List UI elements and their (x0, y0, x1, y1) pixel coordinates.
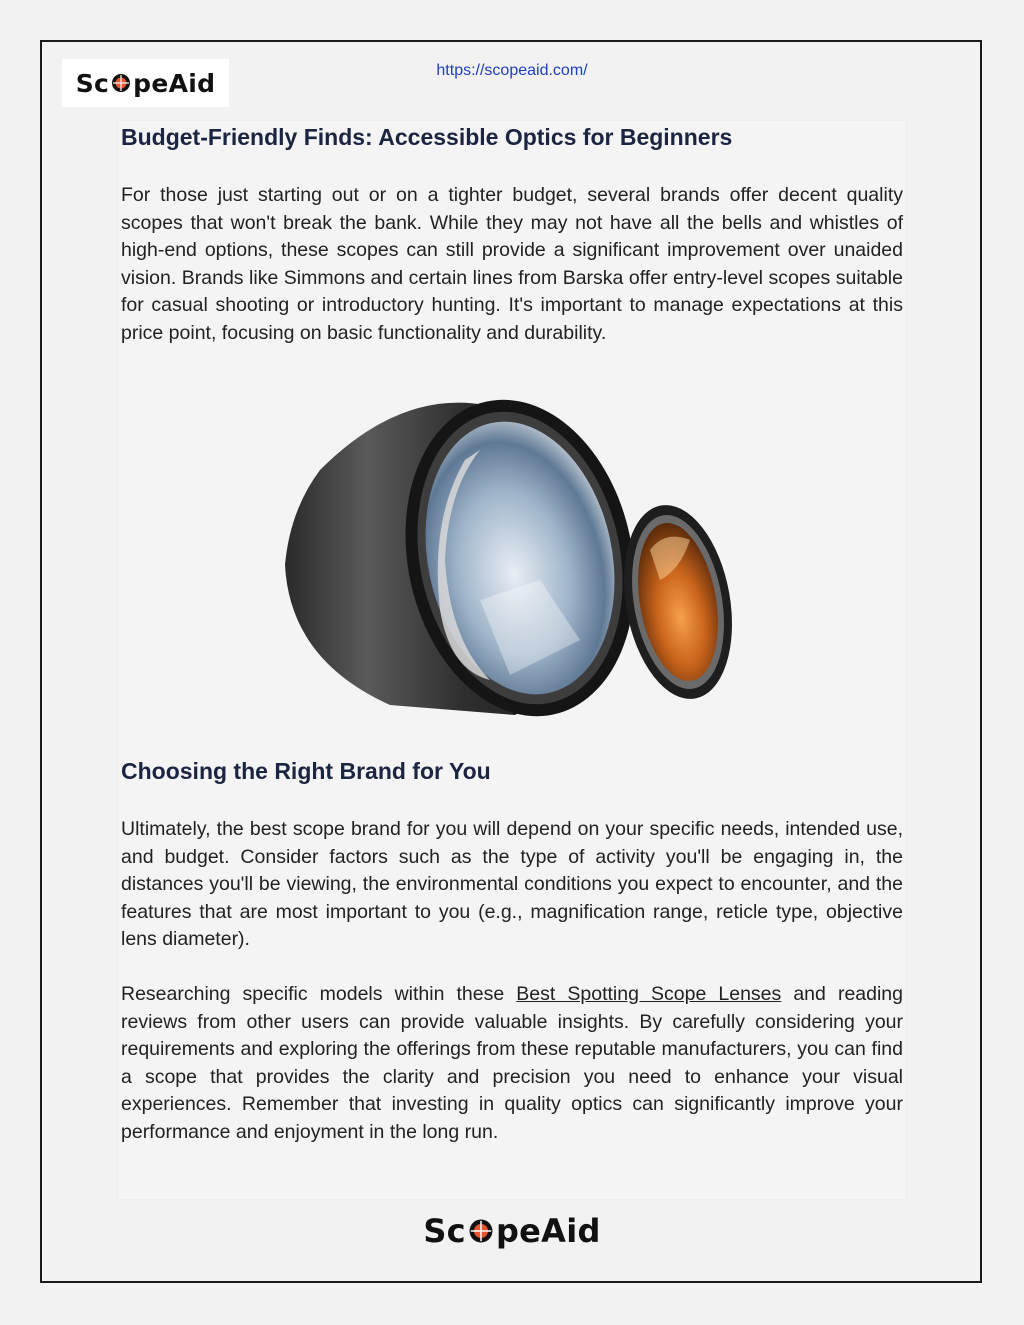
footer-logo-text-left: Sc (423, 1212, 466, 1250)
logo-text-right: peAid (133, 68, 216, 98)
paragraph-text-before-link: Researching specific models within these (121, 983, 517, 1005)
footer-logo[interactable] (0, 1208, 1024, 1254)
paragraph-text-after-link: and reading reviews from other users can provide valuable insights. By carefully considering your requirements and exploring the offerings from these reputable manufacturers, you can find a scope that provides the clarity and precision you need to enhance your visual experiences. Remember that investing in quality optics can significantly improve your performance and enjoyment in the long run. (121, 983, 903, 1143)
section-heading-choosing: Choosing the Right Brand for You (121, 758, 491, 784)
site-url-link[interactable]: https://scopeaid.com/ (436, 62, 588, 79)
section-paragraph-budget: For those just starting out or on a tighter budget, several brands offer decent quality scopes that won't break the bank. While they may not have all the bells and whistles of high-end options, these scopes can still provide a significant improvement over unaided vision. Brands like Simmons and certain lines from Barska offer entry-level scopes suitable for casual shooting or introductory hunting. It's important to manage expectations at this price point, focusing on basic functionality and durability. (121, 184, 903, 344)
section-paragraph-choosing-1: Ultimately, the best scope brand for you will depend on your specific needs, intended use, and budget. Consider factors such as the type of activity you'll be engaging in, the distances you'll be viewing, the environmental conditions you expect to encounter, and the features that are most important to you (e.g., magnification range, reticle type, objective lens diameter). (121, 818, 903, 951)
footer-reticle-icon (467, 1217, 495, 1245)
logo-text-left: Sc (75, 68, 110, 98)
best-spotting-scope-lenses-link[interactable]: Best Spotting Scope Lenses (516, 983, 782, 1005)
scope-lens-image (280, 380, 750, 725)
footer-logo-text-right: peAid (495, 1212, 601, 1250)
section-heading-budget: Budget-Friendly Finds: Accessible Optics for Beginners (121, 124, 733, 150)
section-paragraph-choosing-2 (121, 981, 903, 1147)
